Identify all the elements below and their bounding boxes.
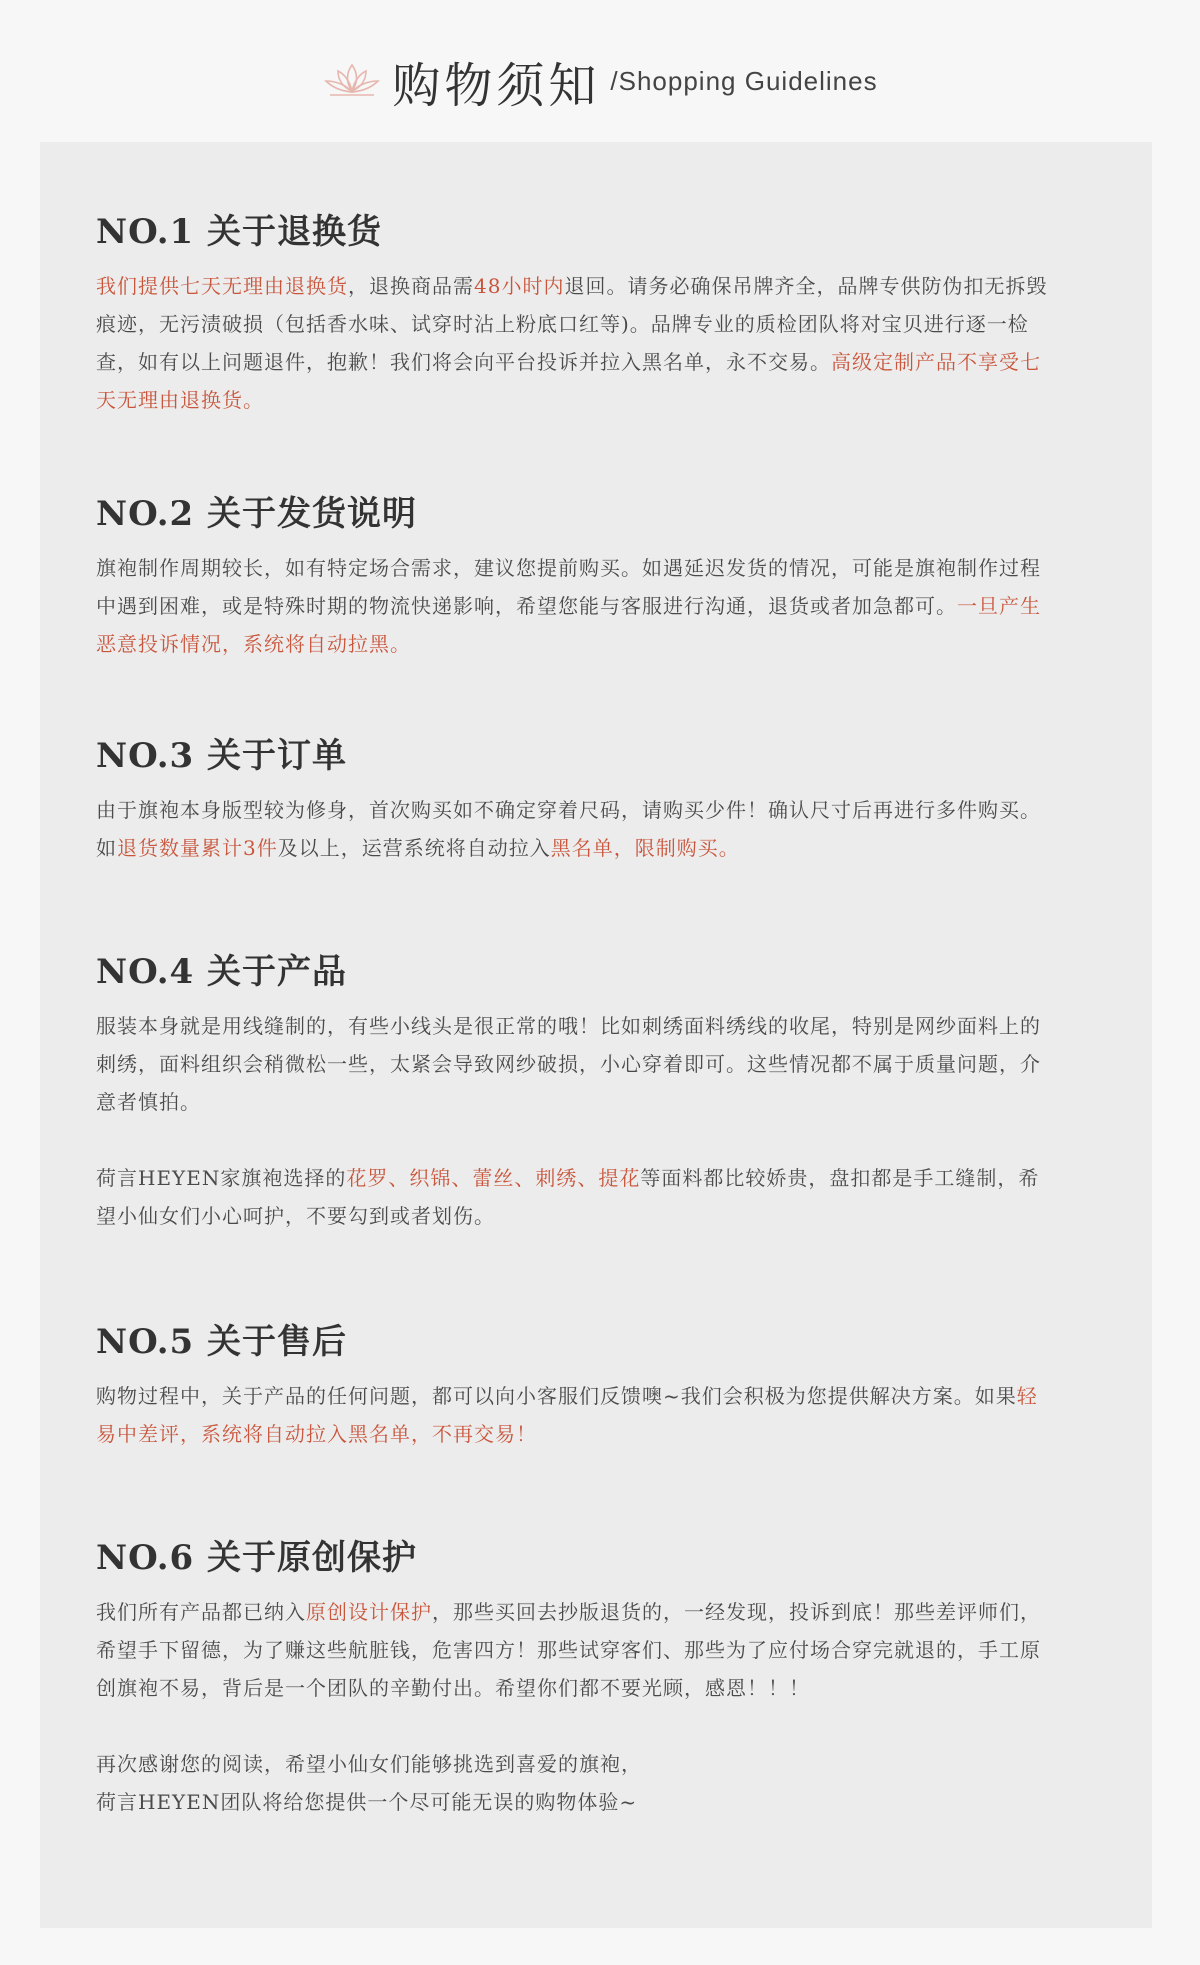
highlight-text: 我们提供七天无理由退换货 xyxy=(96,274,348,298)
section-paragraph xyxy=(96,1593,1056,1707)
section-paragraph xyxy=(96,791,1056,867)
section-body xyxy=(96,1377,1056,1453)
section-paragraph xyxy=(96,1745,1056,1821)
section-body xyxy=(96,267,1056,419)
highlight-text: 轻易中差评，系统将自动拉入黑名单，不再交易！ xyxy=(96,1384,1038,1446)
section-products xyxy=(96,944,1056,1235)
highlight-text: 高级定制产品不享受七天无理由退换货。 xyxy=(96,350,1041,412)
section-paragraph xyxy=(96,1007,1056,1121)
body-text: ，那些买回去抄版退货的，一经发现，投诉到底！那些差评师们，希望手下留德，为了赚这些航脏钱，危害四方！那些试穿客们、那些为了应付场合穿完就退的，手工原创旗袍不易，背后是一个团队的辛勤付出。希望你们都不要光顾，感恩！！！ xyxy=(96,1600,1041,1700)
body-text: 荷言HEYEN团队将给您提供一个尽可能无误的购物体验~ xyxy=(96,1790,638,1814)
section-shipping xyxy=(96,486,1056,663)
section-body xyxy=(96,1007,1056,1235)
lotus-icon xyxy=(322,61,382,101)
section-body xyxy=(96,549,1056,663)
section-paragraph xyxy=(96,549,1056,663)
highlight-text: 48小时内 xyxy=(474,274,565,298)
body-text: 退回。请务必确保吊牌齐全，品牌专供防伪扣无拆毁痕迹，无污渍破损（包括香水味、试穿时沾上粉底口红等)。品牌专业的质检团队将对宝贝进行逐一检查，如有以上问题退件，抱歉！我们将会向平台投诉并拉入黑名单，永不交易。 xyxy=(96,274,1048,374)
section-after-sales xyxy=(96,1314,1056,1453)
section-returns xyxy=(96,204,1056,419)
body-text: ，退换商品需 xyxy=(348,274,474,298)
body-text: 及以上，运营系统将自动拉入 xyxy=(277,836,551,860)
highlight-text: 一旦产生恶意投诉情况，系统将自动拉黑。 xyxy=(96,594,1041,656)
section-title: NO.4 关于产品 xyxy=(96,952,348,992)
highlight-text: 黑名单，限制购买。 xyxy=(550,836,740,860)
highlight-text: 花罗、织锦、蕾丝、刺绣、提花 xyxy=(346,1166,641,1190)
section-title: NO.3 关于订单 xyxy=(96,736,348,776)
body-text: 旗袍制作周期较长，如有特定场合需求，建议您提前购买。如遇延迟发货的情况，可能是旗袍制作过程中遇到困难，或是特殊时期的物流快递影响，希望您能与客服进行沟通，退货或者加急都可。 xyxy=(96,556,1041,618)
page-subtitle: /Shopping Guidelines xyxy=(610,65,878,96)
body-text: 我们所有产品都已纳入 xyxy=(96,1600,306,1624)
body-text: 服装本身就是用线缝制的，有些小线头是很正常的哦！比如刺绣面料绣线的收尾，特别是网纱面料上的刺绣，面料组织会稍微松一些，太紧会导致网纱破损，小心穿着即可。这些情况都不属于质量问题，介意者慎拍。 xyxy=(96,1014,1041,1114)
highlight-text: 退货数量累计3件 xyxy=(117,836,278,860)
body-text: 购物过程中，关于产品的任何问题，都可以向小客服们反馈噢~我们会积极为您提供解决方案。如果 xyxy=(96,1384,1017,1408)
page-header xyxy=(0,46,1200,116)
section-paragraph xyxy=(96,267,1056,419)
body-text: 等面料都比较娇贵，盘扣都是手工缝制，希望小仙女们小心呵护，不要勾到或者划伤。 xyxy=(96,1166,1040,1228)
section-original-protection xyxy=(96,1530,1056,1821)
section-body xyxy=(96,1593,1056,1821)
page-title: 购物须知 xyxy=(392,57,601,114)
section-paragraph xyxy=(96,1159,1056,1235)
section-title: NO.2 关于发货说明 xyxy=(96,494,418,534)
body-text: 再次感谢您的阅读，希望小仙女们能够挑选到喜爱的旗袍， xyxy=(96,1752,642,1776)
section-title: NO.6 关于原创保护 xyxy=(96,1538,418,1578)
body-text: 荷言HEYEN家旗袍选择的 xyxy=(96,1166,347,1190)
section-orders xyxy=(96,728,1056,867)
section-title: NO.5 关于售后 xyxy=(96,1322,348,1362)
section-title: NO.1 关于退换货 xyxy=(96,212,383,252)
section-body xyxy=(96,791,1056,867)
body-text: 由于旗袍本身版型较为修身，首次购买如不确定穿着尺码，请购买少件！确认尺寸后再进行多件购买。如 xyxy=(96,798,1041,860)
section-paragraph xyxy=(96,1377,1056,1453)
highlight-text: 原创设计保护 xyxy=(306,1600,432,1624)
